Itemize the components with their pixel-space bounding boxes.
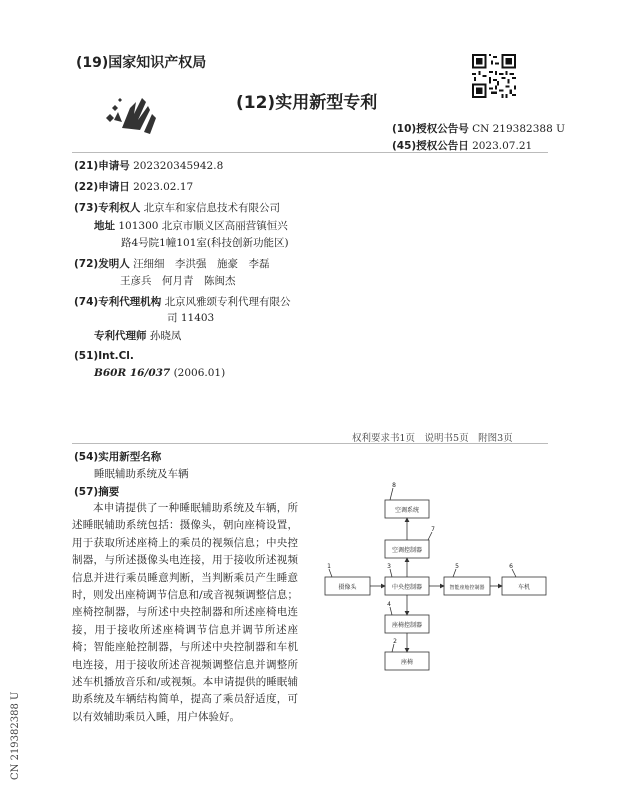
leader-1 (329, 569, 332, 577)
ref-5: 5 (455, 563, 459, 570)
box-central-label: 中央控制器 (391, 584, 423, 591)
app-number: 202320345942.8 (133, 160, 224, 172)
inventors-row (74, 256, 270, 271)
abstract-text: 本申请提供了一种睡眠辅助系统及车辆，所述睡眠辅助系统包括：摄像头，朝向座椅设置，用于获取所述座椅上的乘员的视频信息；中央控制器，与所述摄像头电连接，用于接收所述视频信息并进行乘员睡意判断，当判断乘员产生睡意时，则发出座椅调节信息和/或音视频调整信息；座椅控制器，与所述中央控制器和所述座椅电连接，用于接收所述座椅调节信息并调节所述座椅；智能座舱控制器，与所述中央控制器和车机电连接，用于接收所述音视频调整信息并调整所述车机播放音乐和/或视频。本申请提供的睡眠辅助系统及车辆结构简单，提高了乘员舒适度，可以有效辅助乘员入睡，用户体验好。 (72, 502, 298, 723)
box-seat-ctrl-label: 座椅控制器 (391, 622, 423, 629)
pub-number-label: (10)授权公告号 (392, 123, 469, 135)
intcl-label (74, 350, 134, 362)
ref-6: 6 (509, 563, 513, 570)
abstract-label (74, 484, 119, 499)
ref-4: 4 (387, 601, 391, 608)
abstract-label-text: (57)摘要 (74, 486, 120, 498)
title-label (74, 449, 161, 464)
address-label: 地址 (94, 220, 115, 232)
page-counts: 权利要求书1页 说明书5页 附图3页 (352, 433, 513, 444)
app-date-row (74, 179, 193, 194)
agent: 孙晓凤 (149, 330, 182, 342)
box-cockpit-label: 智能座舱控制器 (449, 585, 485, 591)
box-seat-label: 座椅 (400, 659, 414, 666)
ref-7: 7 (431, 526, 435, 533)
pub-date-row (392, 138, 532, 153)
inventors-line2: 王彦兵 何月青 陈闽杰 (120, 275, 236, 287)
agency-line2: 司 11403 (167, 312, 215, 324)
ref-2: 2 (393, 638, 397, 645)
office-name: (19)国家知识产权局 (76, 55, 207, 71)
patentee-row (74, 200, 280, 215)
leader-3 (390, 569, 392, 577)
app-number-label: (21)申请号 (74, 160, 130, 172)
leader-7 (428, 532, 432, 540)
pub-date: 2023.07.21 (472, 140, 533, 152)
box-camera-label: 摄像头 (338, 584, 357, 591)
leader-2 (392, 644, 394, 652)
app-number-row (74, 158, 223, 173)
box-ac-label: 空调系统 (394, 507, 420, 514)
agent-label: 专利代理师 (94, 330, 147, 342)
patentee: 北京车和家信息技术有限公司 (143, 202, 281, 214)
ref-8: 8 (392, 482, 396, 489)
app-date-label: (22)申请日 (74, 181, 130, 193)
cnipa-logo-icon (100, 80, 180, 140)
leader-6 (512, 569, 516, 577)
intcl-row (94, 367, 225, 379)
divider-mid (72, 443, 548, 444)
intcl-version: (2006.01) (173, 367, 226, 379)
address-row (94, 218, 288, 233)
inventors-label: (72)发明人 (74, 258, 130, 270)
pub-date-label: (45)授权公告日 (392, 140, 469, 152)
address-line2: 路4号院1幢101室(科技创新功能区) (121, 237, 289, 249)
ref-1: 1 (327, 563, 331, 570)
address-line1: 101300 北京市顺义区高丽营镇恒兴 (118, 220, 288, 232)
agency-row (74, 294, 291, 309)
utility-title: 睡眠辅助系统及车辆 (94, 468, 189, 480)
intcl-label-text: (51)Int.Cl. (74, 350, 134, 362)
agency-label: (74)专利代理机构 (74, 296, 162, 308)
pub-number: CN 219382388 U (472, 123, 565, 135)
side-patent-number: CN 219382388 U (10, 691, 21, 780)
patentee-label: (73)专利权人 (74, 202, 141, 214)
system-diagram (320, 480, 550, 690)
inventors-line1: 汪细细 李洪强 施豪 李磊 (133, 258, 270, 270)
ref-3: 3 (387, 563, 391, 570)
box-ac-ctrl-label: 空调控制器 (391, 547, 423, 554)
box-vehicle-label: 车机 (517, 584, 531, 591)
app-date: 2023.02.17 (133, 181, 194, 193)
document-type: (12)实用新型专利 (236, 93, 378, 113)
divider-top (72, 152, 548, 153)
leader-4 (390, 607, 392, 615)
leader-5 (453, 569, 456, 577)
pub-number-row (392, 121, 565, 136)
leader-8 (390, 488, 393, 500)
agency-line1: 北京风雅颂专利代理有限公 (164, 296, 291, 308)
qr-code-icon (472, 54, 516, 98)
title-label-text: (54)实用新型名称 (74, 451, 162, 463)
intcl-code: B60R 16/037 (94, 367, 171, 379)
agent-row (94, 328, 181, 343)
